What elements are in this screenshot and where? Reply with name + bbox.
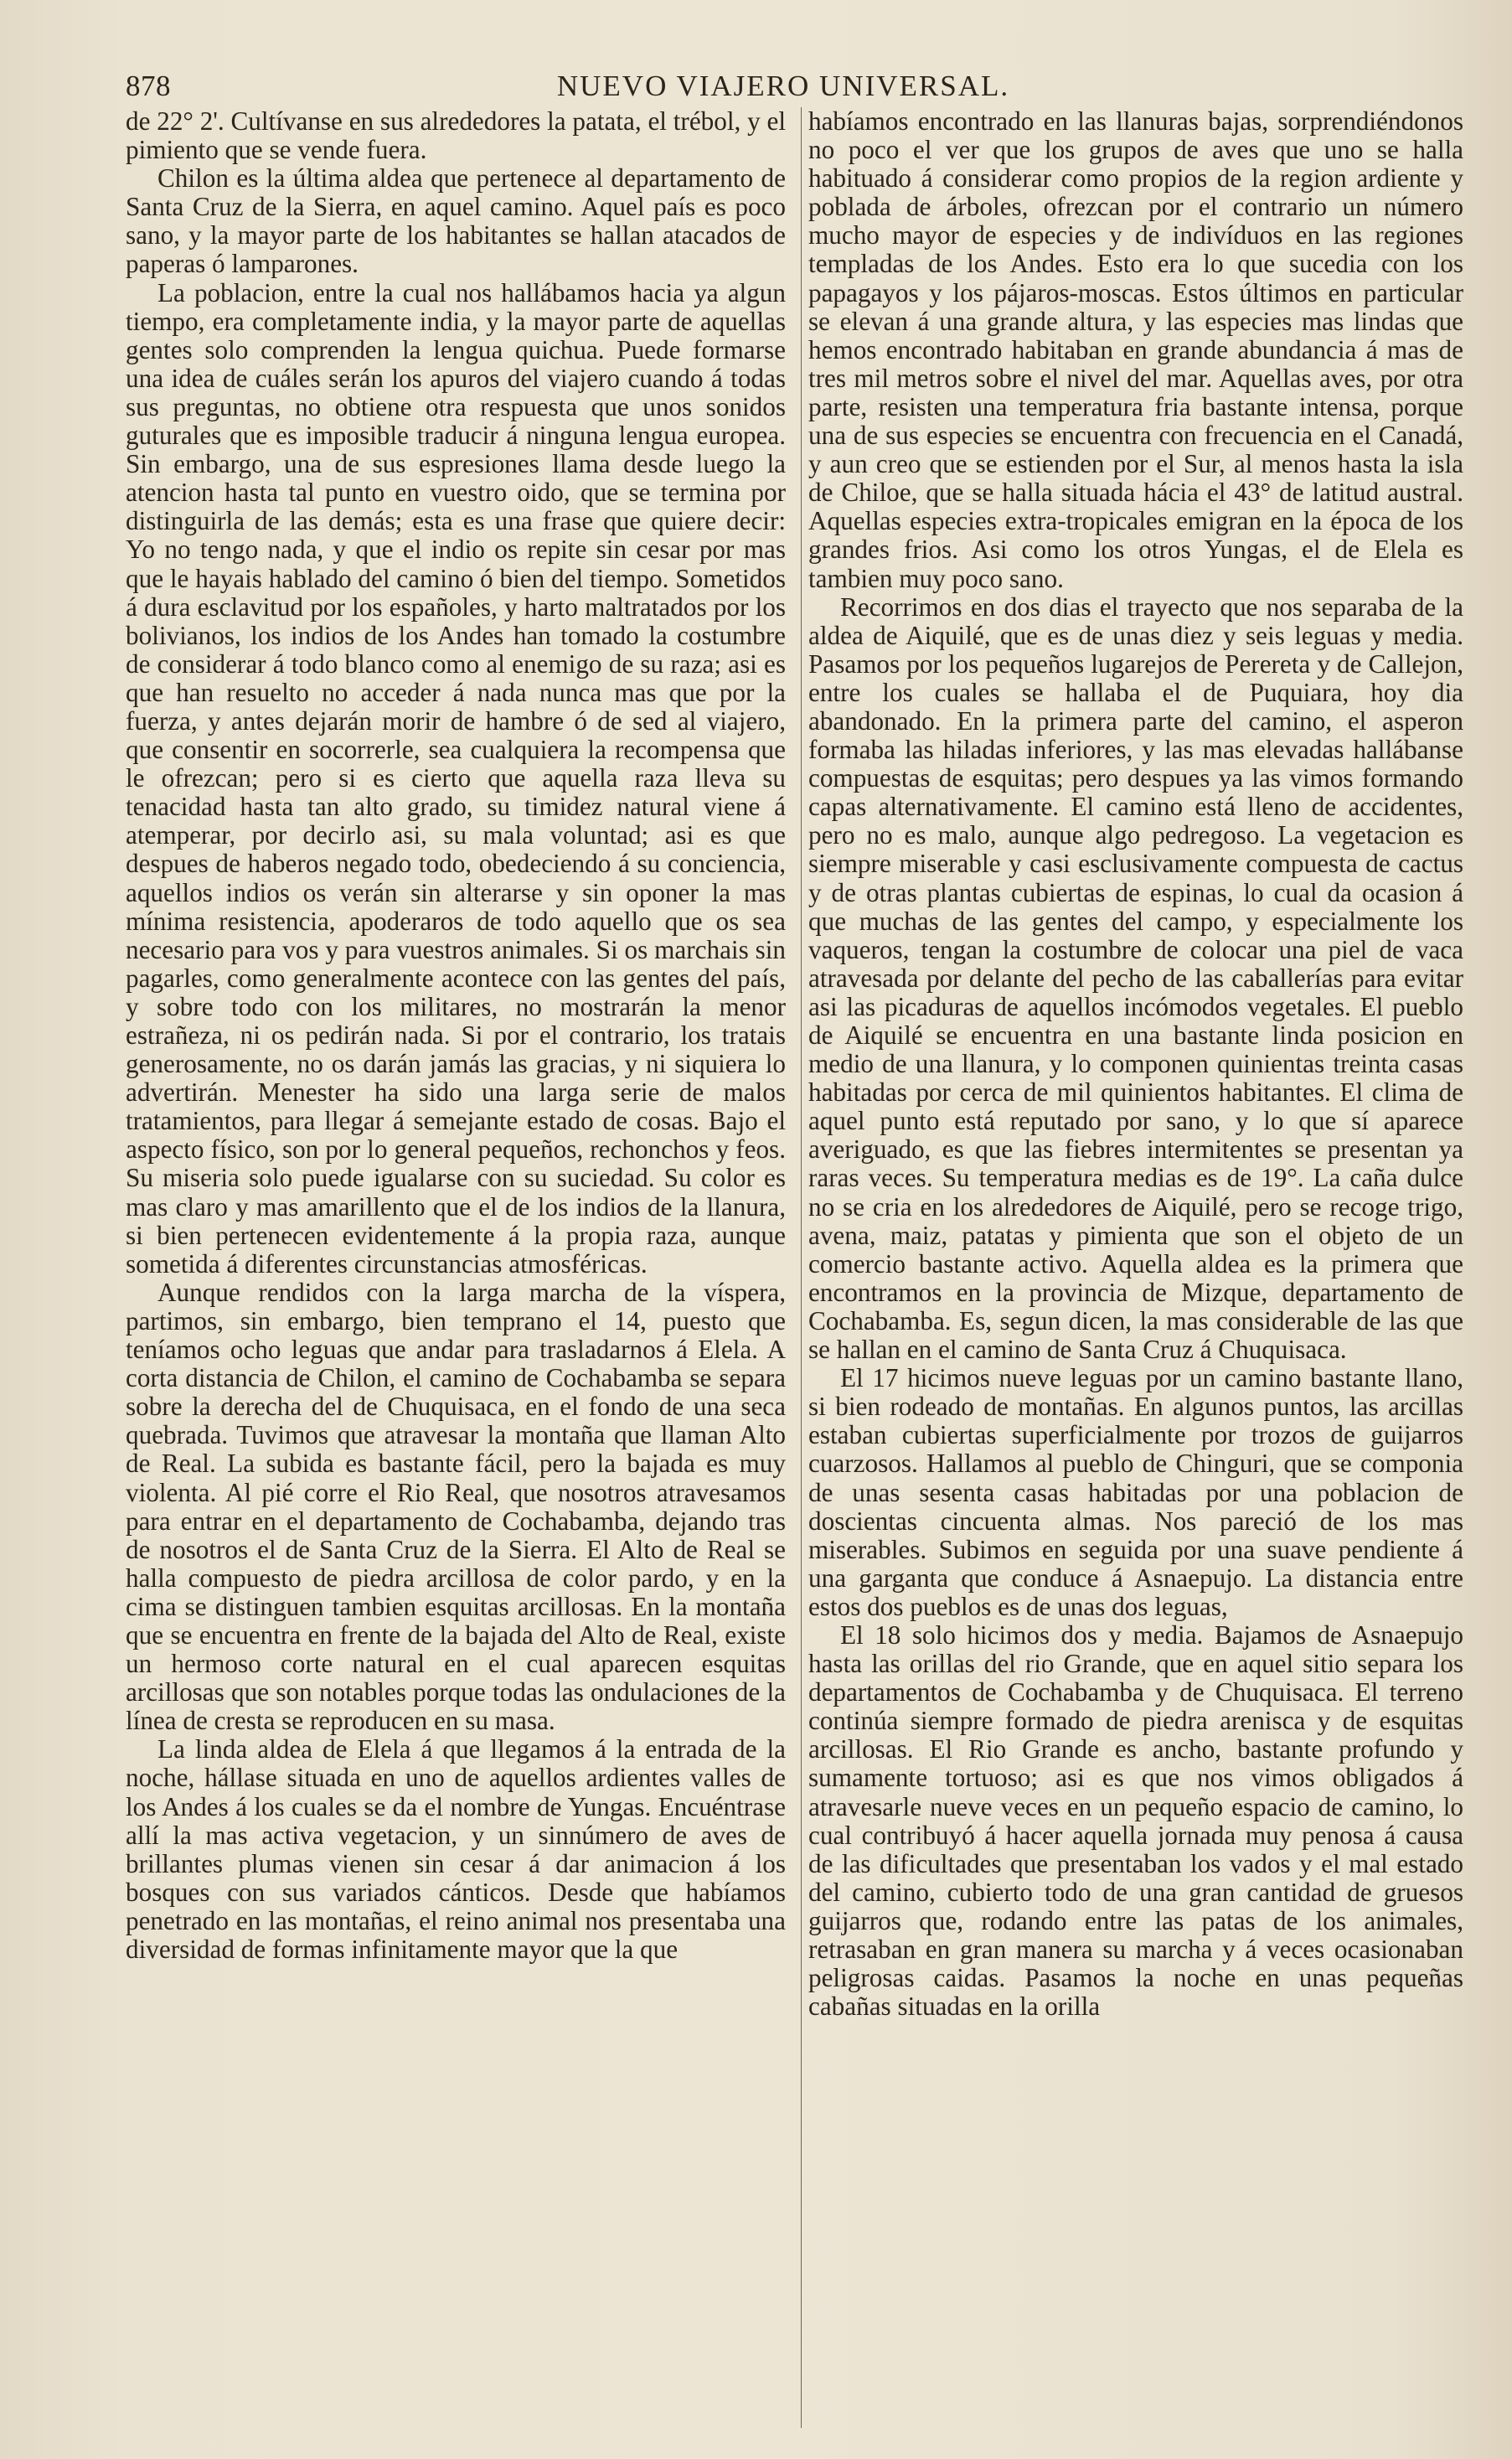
- page-header: [126, 67, 1441, 106]
- running-title: NUEVO VIAJERO UNIVERSAL.: [556, 70, 1010, 102]
- paragraph: El 17 hicimos nueve leguas por un camino bastante llano, si bien rodeado de montañas. En algunos puntos, las arcillas estaban cubiertas superficialmente por trozos de guijarros cuarzosos. Hallamos al pueblo de Chinguri, que se componia de unas sesenta casas habitadas por una poblacion de doscientas cincuenta almas. Nos pareció de los mas miserables. Subimos en seguida por una suave pendiente á una garganta que conduce á Asnaepujo. La distancia entre estos dos pueblos es de unas dos leguas,: [808, 1363, 1463, 1621]
- paragraph: de 22° 2'. Cultívanse en sus alrededores la patata, el trébol, y el pimiento que se vende fuera.: [126, 106, 787, 165]
- left-column: [126, 107, 786, 1964]
- paragraph: La linda aldea de Elela á que llegamos á la entrada de la noche, hállase situada en uno de aquellos ardientes valles de los Andes á los cuales se da el nombre de Yungas. Encuéntrase allí la mas activa vegetacion, y un sinnúmero de aves de brillantes plumas vienen sin cesar á dar animacion á los bosques con sus variados cánticos. Desde que habíamos penetrado en las montañas, el reino animal nos presentaba una diversidad de formas infinitamente mayor que la que: [126, 1734, 786, 1964]
- paragraph: La poblacion, entre la cual nos hallábamos hacia ya algun tiempo, era completamente india, y la mayor parte de aquellas gentes solo comprenden la lengua quichua. Puede formarse una idea de cuáles serán los apuros del viajero cuando á todas sus preguntas, no obtiene otra respuesta que unos sonidos guturales que es imposible traducir á ninguna lengua europea. Sin embargo, una de sus espresiones llama desde luego la atencion hasta tal punto en vuestro oido, que se termina por distinguirla de las demás; esta es una frase que quiere decir: Yo no tengo nada, y que el indio os repite sin cesar por mas que le hayais hablado del camino ó bien del tiempo. Sometidos á dura esclavitud por los españoles, y harto maltratados por los bolivianos, los indios de los Andes han tomado la costumbre de considerar á todo blanco como al enemigo de su raza; asi es que han resuelto no acceder á nada nunca mas que por la fuerza, y antes dejarán morir de hambre ó de sed al viajero, que consentir en socorrerle, sea cualquiera la recompensa que le ofrezcan; pero si es cierto que aquella raza lleva su tenacidad hasta tan alto grado, su timidez natural viene á atemperar, por decirlo asi, su mala voluntad; asi es que despues de haberos negado todo, obedeciendo á su conciencia, aquellos indios os verán sin alterarse y sin oponer la mas mínima resistencia, apoderaros de todo aquello que os sea necesario para vos y para vuestros animales. Si os marchais sin pagarles, como generalmente acontece con las gentes del país, y sobre todo con los militares, no mostrarán la menor estrañeza, ni os pedirán nada. Si por el contrario, los tratais generosamente, no os darán jamás las gracias, y ni siquiera lo advertirán. Menester ha sido una larga serie de malos tratamientos, para llegar á semejante estado de cosas. Bajo el aspecto físico, son por lo general pequeños, rechonchos y feos. Su miseria solo puede igualarse con su suciedad. Su color es mas claro y mas amarillento que el de los indios de la llanura, si bien pertenecen evidentemente á la propia raza, aunque sometida á diferentes circunstancias atmosféricas.: [126, 277, 786, 1279]
- paragraph: Recorrimos en dos dias el trayecto que nos separaba de la aldea de Aiquilé, que es de unas diez y seis leguas y media. Pasamos por los pequeños lugarejos de Perereta y de Callejon, entre los cuales se hallaba el de Puquiara, hoy dia abandonado. En la primera parte del camino, el asperon formaba las hiladas inferiores, y las mas elevadas hallábanse compuestas de esquitas; pero despues ya las vimos formando capas alternativamente. El camino está lleno de accidentes, pero no es malo, aunque algo pedregoso. La vegetacion es siempre miserable y casi esclusivamente compuesta de cactus y de otras plantas cubiertas de espinas, lo cual da ocasion á que muchas de las gentes del campo, y especialmente los vaqueros, tengan la costumbre de colocar una piel de vaca atravesada por delante del pecho de las caballerías para evitar asi las picaduras de aquellos incómodos vegetales. El pueblo de Aiquilé se encuentra en una bastante linda posicion en medio de una llanura, y lo componen quinientas treinta casas habitadas por cerca de mil quinientos habitantes. El clima de aquel punto está reputado por sano, y lo que sí aparece averiguado, es que las fiebres intermitentes se presentan ya raras veces. Su temperatura medias es de 19°. La caña dulce no se cria en los alrededores de Aiquilé, pero se recoge trigo, avena, maiz, patatas y pimienta que son el objeto de un comercio bastante activo. Aquella aldea es la primera que encontramos en la provincia de Mizque, departamento de Cochabamba. Es, segun dicen, la mas considerable de las que se hallan en el camino de Santa Cruz á Chuquisaca.: [808, 592, 1463, 1365]
- paragraph: Chilon es la última aldea que pertenece al departamento de Santa Cruz de la Sierra, en aquel camino. Aquel país es poco sano, y la mayor parte de los habitantes se hallan atacados de paperas ó lamparones.: [126, 163, 786, 279]
- paragraph: Aunque rendidos con la larga marcha de la víspera, partimos, sin embargo, bien temprano el 14, puesto que teníamos ocho leguas que andar para trasladarnos á Elela. A corta distancia de Chilon, el camino de Cochabamba se separa sobre la derecha del de Chuquisaca, en el fondo de una seca quebrada. Tuvimos que atravesar la montaña que llaman Alto de Real. La subida es bastante fácil, pero la bajada es muy violenta. Al pié corre el Rio Real, que nosotros atravesamos para entrar en el departamento de Cochabamba, dejando tras de nosotros el de Santa Cruz de la Sierra. El Alto de Real se halla compuesto de piedra arcillosa de color pardo, y en la cima se distinguen tambien esquitas arcillosas. En la montaña que se encuentra en frente de la bajada del Alto de Real, existe un hermoso corte natural en el cual aparecen esquitas arcillosas que son notables porque todas las ondulaciones de la línea de cresta se reproducen en su masa.: [126, 1277, 786, 1736]
- paragraph: El 18 solo hicimos dos y media. Bajamos de Asnaepujo hasta las orillas del rio Grande, que en aquel sitio separa los departamentos de Cochabamba y de Chuquisaca. El terreno continúa siempre formado de piedra arenisca y de esquitas arcillosas. El Rio Grande es ancho, bastante profundo y sumamente tortuoso; asi es que nos vimos obligados á atravesarle nueve veces en un pequeño espacio de camino, lo cual contribuyó á hacer aquella jornada muy penosa á causa de las dificultades que presentaban los vados y el mal estado del camino, cubierto todo de una gran cantidad de gruesos guijarros que, rodando entre las patas de los animales, retrasaban en gran manera su marcha y á veces ocasionaban peligrosas caidas. Pasamos la noche en unas pequeñas cabañas situadas en la orilla: [808, 1620, 1463, 2022]
- page-number: 878: [126, 70, 171, 102]
- paragraph: habíamos encontrado en las llanuras bajas, sorprendiéndonos no poco el ver que los grupos de aves que uno se halla habituado á considerar como propios de la region ardiente y poblada de árboles, ofrezcan por el contrario un número mucho mayor de especies y de indivíduos en las regiones templadas de los Andes. Esto era lo que sucedia con los papagayos y los pájaros-moscas. Estos últimos en particular se elevan á una grande altura, y las especies mas lindas que hemos encontrado habitaban en grande abundancia á mas de tres mil metros sobre el nivel del mar. Aquellas aves, por otra parte, resisten una temperatura fria bastante intensa, porque una de sus especies se encuentra con frecuencia en el Canadá, y aun creo que se estienden por el Sur, al menos hasta la isla de Chiloe, que se halla situada hácia el 43° de latitud austral. Aquellas especies extra-tropicales emigran en la época de los grandes frios. Asi como los otros Yungas, el de Elela es tambien muy poco sano.: [808, 106, 1463, 593]
- column-divider: [801, 107, 802, 2428]
- right-column: [808, 107, 1463, 2021]
